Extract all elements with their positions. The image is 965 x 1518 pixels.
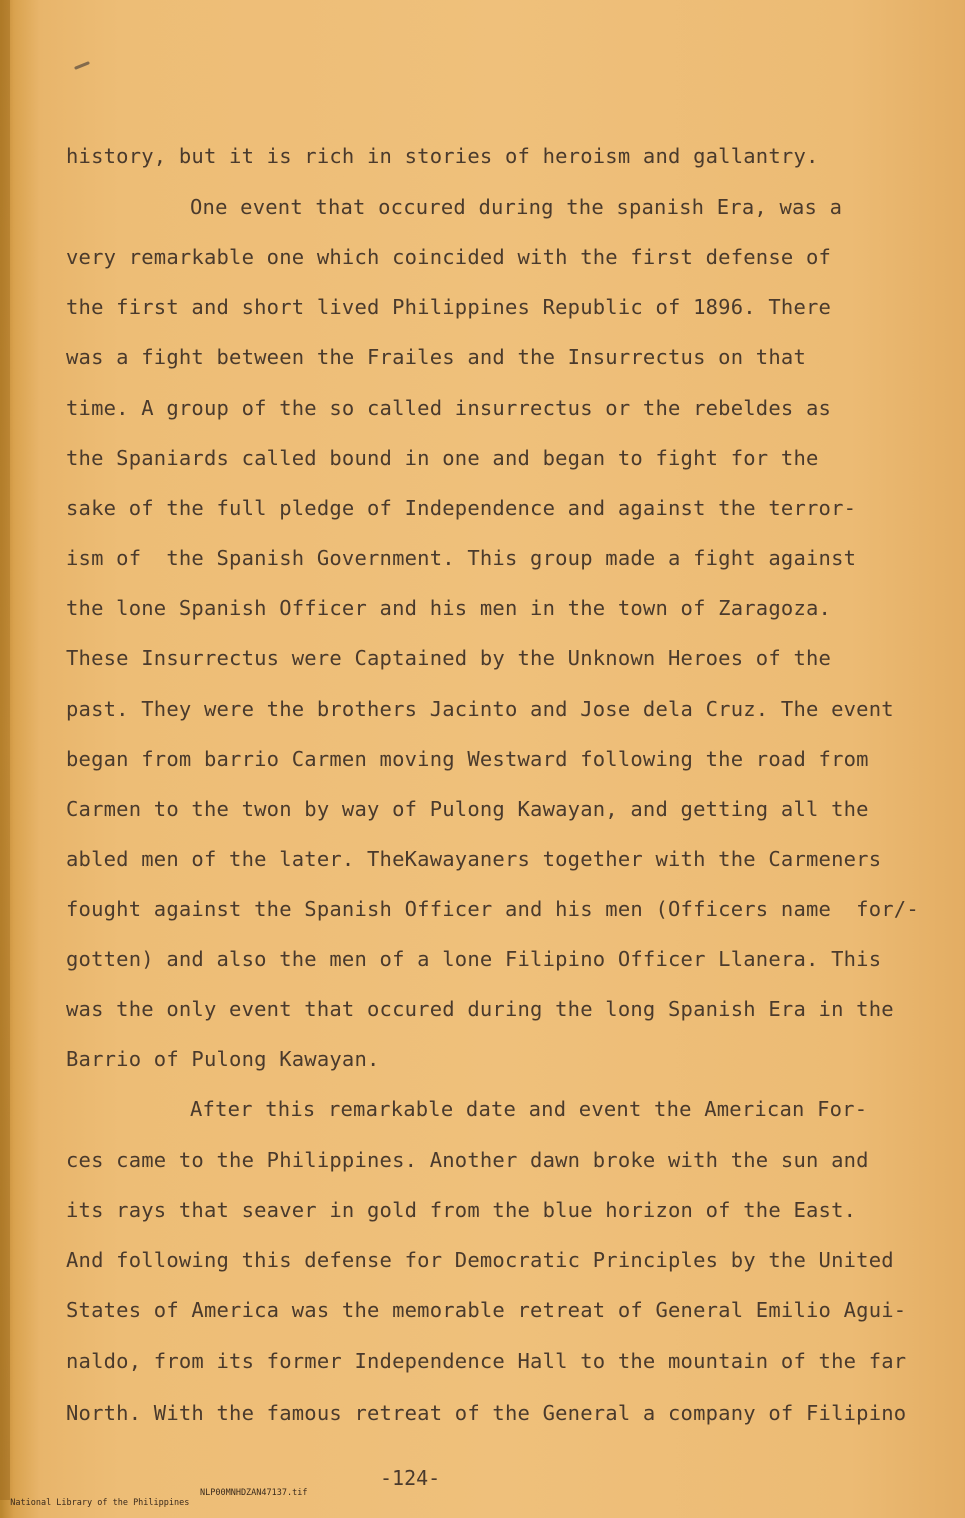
text-line: One event that occured during the spanish Era, was a bbox=[190, 195, 843, 219]
footer-library: National Library of the Philippines bbox=[10, 1498, 190, 1508]
text-line: the lone Spanish Officer and his men in the town of Zaragoza. bbox=[66, 596, 832, 620]
text-line: States of America was the memorable retreat of General Emilio Agui- bbox=[66, 1298, 907, 1322]
text-line: fought against the Spanish Officer and his men (Officers name for/- bbox=[66, 897, 919, 921]
text-line: These Insurrectus were Captained by the Unknown Heroes of the bbox=[66, 646, 832, 670]
text-line: time. A group of the so called insurrectus or the rebeldes as bbox=[66, 396, 832, 420]
text-line: past. They were the brothers Jacinto and Jose dela Cruz. The event bbox=[66, 697, 894, 721]
text-line: history, but it is rich in stories of heroism and gallantry. bbox=[66, 144, 819, 168]
text-line: was a fight between the Frailes and the Insurrectus on that bbox=[66, 345, 806, 369]
text-line: North. With the famous retreat of the General a company of Filipino bbox=[66, 1401, 907, 1425]
text-line: After this remarkable date and event the American For- bbox=[190, 1097, 868, 1121]
text-line: its rays that seaver in gold from the blue horizon of the East. bbox=[66, 1198, 857, 1222]
text-line: ces came to the Philippines. Another dawn broke with the sun and bbox=[66, 1148, 869, 1172]
text-line: Barrio of Pulong Kawayan. bbox=[66, 1047, 380, 1071]
text-line: abled men of the later. TheKawayaners together with the Carmeners bbox=[66, 847, 882, 871]
text-line: the first and short lived Philippines Republic of 1896. There bbox=[66, 295, 832, 319]
text-line: naldo, from its former Independence Hall to the mountain of the far bbox=[66, 1349, 907, 1373]
footer-file: NLP00MNHDZAN47137.tif bbox=[200, 1488, 308, 1498]
text-line: And following this defense for Democratic Principles by the United bbox=[66, 1248, 894, 1272]
text-line: Carmen to the twon by way of Pulong Kawayan, and getting all the bbox=[66, 797, 869, 821]
page-number: -124- bbox=[380, 1466, 441, 1490]
text-line: the Spaniards called bound in one and began to fight for the bbox=[66, 446, 819, 470]
text-line: very remarkable one which coincided with the first defense of bbox=[66, 245, 832, 269]
text-line: sake of the full pledge of Independence and against the terror- bbox=[66, 496, 857, 520]
text-line: was the only event that occured during the long Spanish Era in the bbox=[66, 997, 894, 1021]
text-line: ism of the Spanish Government. This group made a fight against bbox=[66, 546, 857, 570]
text-line: began from barrio Carmen moving Westward following the road from bbox=[66, 747, 869, 771]
text-line: gotten) and also the men of a lone Filipino Officer Llanera. This bbox=[66, 947, 882, 971]
scan-footer bbox=[0, 1488, 308, 1518]
